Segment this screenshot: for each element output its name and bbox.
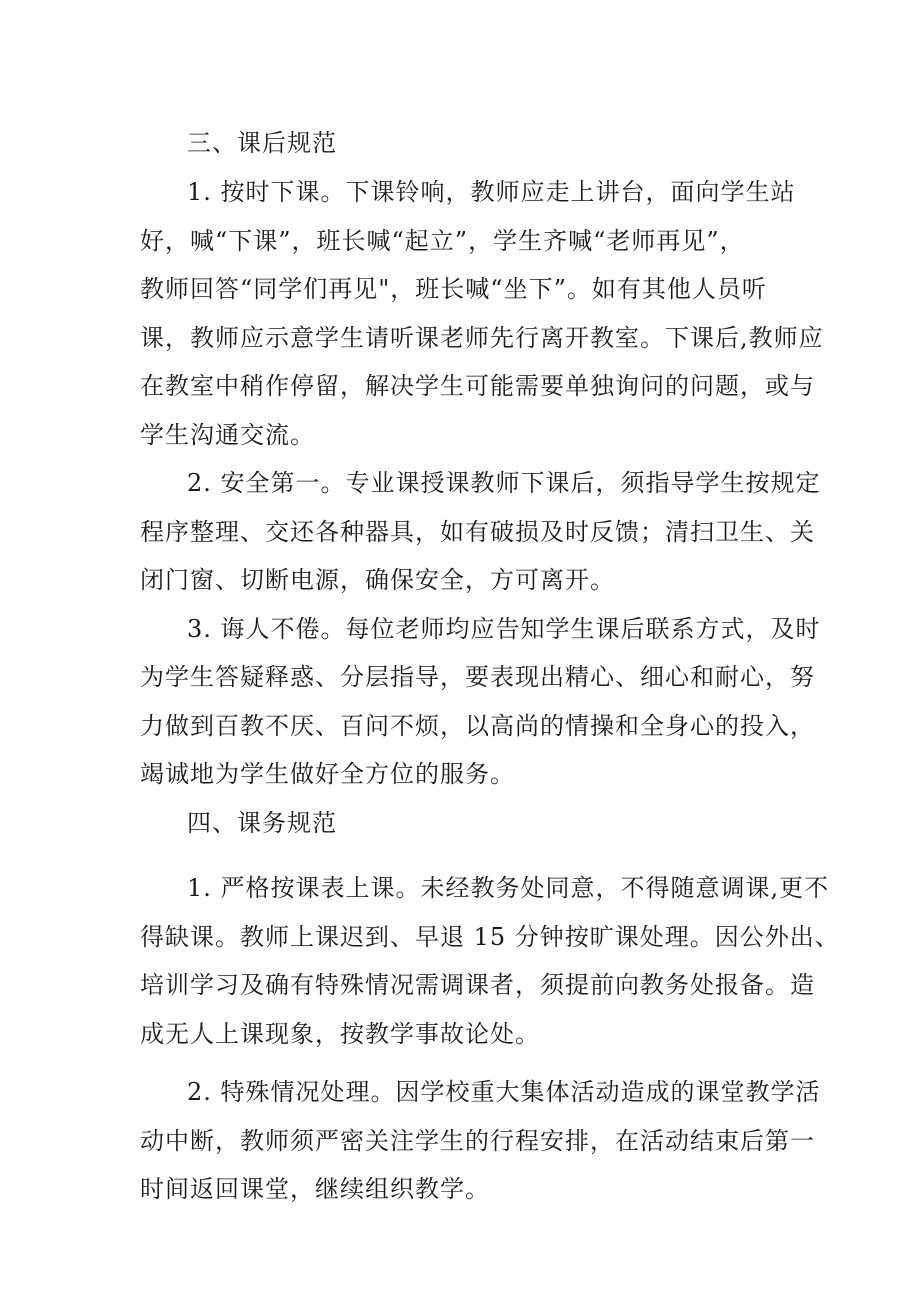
paragraph-line: 3. 诲人不倦。每位老师均应告知学生课后联系方式，及时 xyxy=(187,615,821,643)
paragraph-line: 培训学习及确有特殊情况需调课者，须提前向教务处报备。造 xyxy=(140,971,815,999)
paragraph-line: 2. 特殊情况处理。因学校重大集体活动造成的课堂教学活 xyxy=(187,1078,821,1106)
paragraph-line: 力做到百教不厌、百问不烦，以高尚的情操和全身心的投入， xyxy=(140,712,815,740)
paragraph-line: 程序整理、交还各种器具，如有破损及时反馈；清扫卫生、关 xyxy=(140,518,815,546)
paragraph-line: 在教室中稍作停留，解决学生可能需要单独询问的问题，或与 xyxy=(140,372,815,400)
section-heading: 四、课务规范 xyxy=(187,809,337,837)
paragraph-line: 闭门窗、切断电源，确保安全，方可离开。 xyxy=(140,566,615,594)
paragraph-line: 1. 按时下课。下课铃响，教师应走上讲台，面向学生站 xyxy=(187,178,796,206)
paragraph-line: 学生沟通交流。 xyxy=(140,421,315,449)
paragraph-line: 竭诚地为学生做好全方位的服务。 xyxy=(140,760,515,788)
paragraph-line: 为学生答疑释惑、分层指导，要表现出精心、细心和耐心，努 xyxy=(140,663,815,691)
paragraph-line: 时间返回课堂，继续组织教学。 xyxy=(140,1175,490,1203)
paragraph-line: 动中断，教师须严密关注学生的行程安排，在活动结束后第一 xyxy=(140,1127,815,1155)
paragraph-line: 1. 严格按课表上课。未经教务处同意，不得随意调课,更不 xyxy=(187,874,830,902)
paragraph-line: 2. 安全第一。专业课授课教师下课后，须指导学生按规定 xyxy=(187,469,821,497)
section-heading: 三、课后规范 xyxy=(187,129,337,157)
paragraph-line: 成无人上课现象，按教学事故论处。 xyxy=(140,1020,540,1048)
paragraph-line: 教师回答“同学们再见"，班长喊“坐下”。如有其他人员听 xyxy=(140,275,767,303)
paragraph-line: 课，教师应示意学生请听课老师先行离开教室。下课后,教师应 xyxy=(140,324,824,352)
paragraph-line: 得缺课。教师上课迟到、早退 15 分钟按旷课处理。因公外出、 xyxy=(140,923,840,951)
paragraph-line: 好，喊“下课”，班长喊“起立”，学生齐喊“老师再见”， xyxy=(140,227,745,255)
